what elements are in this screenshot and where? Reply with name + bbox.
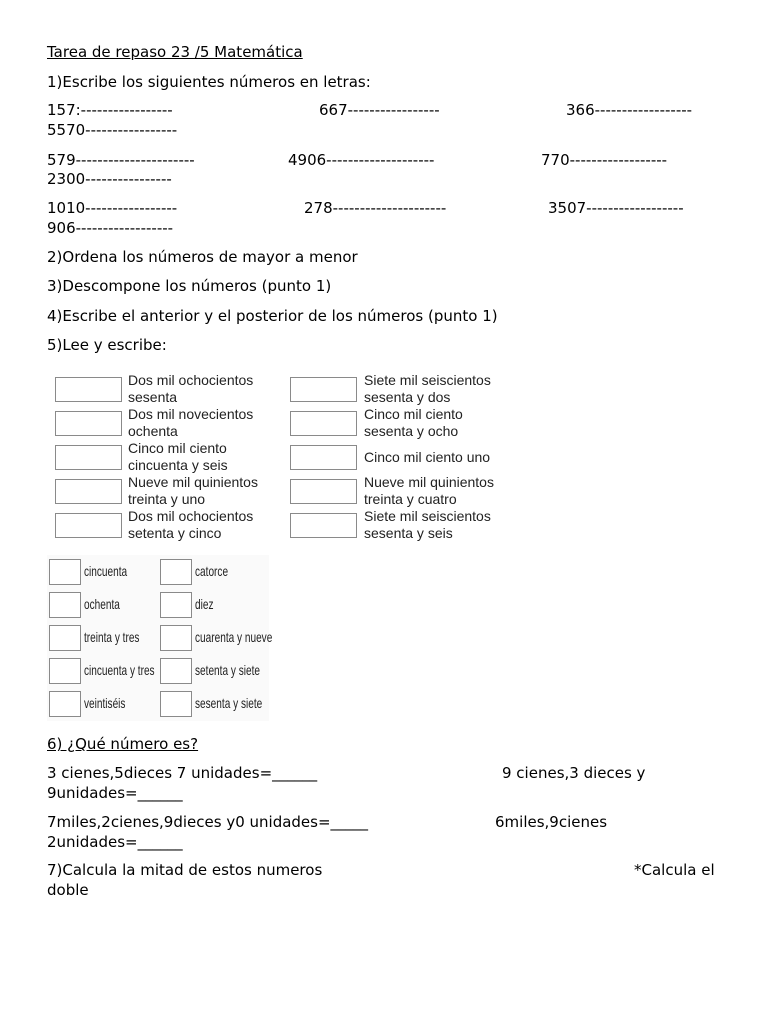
word-label: ochenta bbox=[84, 596, 120, 612]
word-label: veintiséis bbox=[84, 695, 126, 711]
number-blank: 4906-------------------- bbox=[288, 151, 435, 169]
answer-box[interactable] bbox=[55, 513, 122, 538]
word-label: catorce bbox=[195, 563, 229, 579]
word-label: Dos mil ochocientos sesenta bbox=[128, 372, 254, 405]
word-label: Dos mil ochocientos setenta y cinco bbox=[128, 508, 254, 541]
answer-box[interactable] bbox=[160, 559, 192, 585]
q6-line: 9 cienes,3 dieces y bbox=[502, 764, 646, 782]
answer-box[interactable] bbox=[160, 658, 192, 684]
answer-box[interactable] bbox=[160, 592, 192, 618]
number-blank: 278--------------------- bbox=[304, 199, 447, 217]
question-5-prompt: 5)Lee y escribe: bbox=[47, 336, 167, 354]
word-label: treinta y tres bbox=[84, 629, 140, 645]
q6-line: 7miles,2cienes,9dieces y0 unidades=_____ bbox=[47, 813, 369, 831]
page-title: Tarea de repaso 23 /5 Matemática bbox=[47, 43, 303, 61]
q6-line: 6miles,9cienes bbox=[495, 813, 608, 831]
question-3-prompt: 3)Descompone los números (punto 1) bbox=[47, 277, 332, 295]
answer-box[interactable] bbox=[49, 592, 81, 618]
question-7-right: *Calcula el bbox=[634, 861, 715, 879]
number-blank: 667----------------- bbox=[319, 101, 440, 119]
answer-box[interactable] bbox=[55, 479, 122, 504]
number-blank: 366------------------ bbox=[566, 101, 693, 119]
answer-box[interactable] bbox=[290, 445, 357, 470]
word-label: diez bbox=[195, 596, 214, 612]
number-blank: 1010----------------- bbox=[47, 199, 178, 217]
question-6-prompt: 6) ¿Qué número es? bbox=[47, 735, 199, 753]
answer-box[interactable] bbox=[49, 691, 81, 717]
number-blank: 906------------------ bbox=[47, 219, 174, 237]
word-label: cincuenta y tres bbox=[84, 662, 155, 678]
answer-box[interactable] bbox=[49, 559, 81, 585]
number-blank: 5570----------------- bbox=[47, 121, 178, 139]
exercise-image-small bbox=[47, 555, 273, 721]
question-7-prompt: 7)Calcula la mitad de estos numeros bbox=[47, 861, 323, 879]
answer-box[interactable] bbox=[290, 411, 357, 436]
word-label: Cinco mil ciento cincuenta y seis bbox=[128, 440, 228, 473]
number-blank: 3507------------------ bbox=[548, 199, 684, 217]
word-label: Cinco mil ciento sesenta y ocho bbox=[364, 406, 463, 439]
word-label: cincuenta bbox=[84, 563, 128, 579]
question-1-prompt: 1)Escribe los siguientes números en letras: bbox=[47, 73, 371, 91]
q6-line: 9unidades=______ bbox=[47, 784, 183, 802]
answer-box[interactable] bbox=[55, 411, 122, 436]
number-blank: 770------------------ bbox=[541, 151, 668, 169]
answer-box[interactable] bbox=[49, 625, 81, 651]
word-label: sesenta y siete bbox=[195, 695, 263, 711]
question-7-cont: doble bbox=[47, 881, 89, 899]
question-2-prompt: 2)Ordena los números de mayor a menor bbox=[47, 248, 358, 266]
word-label: Dos mil novecientos ochenta bbox=[128, 406, 254, 439]
answer-box[interactable] bbox=[55, 377, 122, 402]
question-4-prompt: 4)Escribe el anterior y el posterior de los números (punto 1) bbox=[47, 307, 498, 325]
number-blank: 579---------------------- bbox=[47, 151, 195, 169]
word-label: cuarenta y nueve bbox=[195, 629, 273, 645]
q6-line: 3 cienes,5dieces 7 unidades=______ bbox=[47, 764, 318, 782]
word-label: setenta y siete bbox=[195, 662, 261, 678]
word-label: Siete mil seiscientos sesenta y seis bbox=[364, 508, 491, 541]
word-label: Siete mil seiscientos sesenta y dos bbox=[364, 372, 491, 405]
word-label: Nueve mil quinientos treinta y uno bbox=[128, 474, 258, 507]
number-blank: 2300---------------- bbox=[47, 170, 172, 188]
q6-line: 2unidades=______ bbox=[47, 833, 183, 851]
answer-box[interactable] bbox=[290, 479, 357, 504]
word-label: Cinco mil ciento uno bbox=[364, 449, 491, 465]
answer-box[interactable] bbox=[290, 513, 357, 538]
answer-box[interactable] bbox=[55, 445, 122, 470]
word-label: Nueve mil quinientos treinta y cuatro bbox=[364, 474, 494, 507]
answer-box[interactable] bbox=[290, 377, 357, 402]
answer-box[interactable] bbox=[160, 625, 192, 651]
answer-box[interactable] bbox=[49, 658, 81, 684]
answer-box[interactable] bbox=[160, 691, 192, 717]
number-blank: 157:----------------- bbox=[47, 101, 173, 119]
